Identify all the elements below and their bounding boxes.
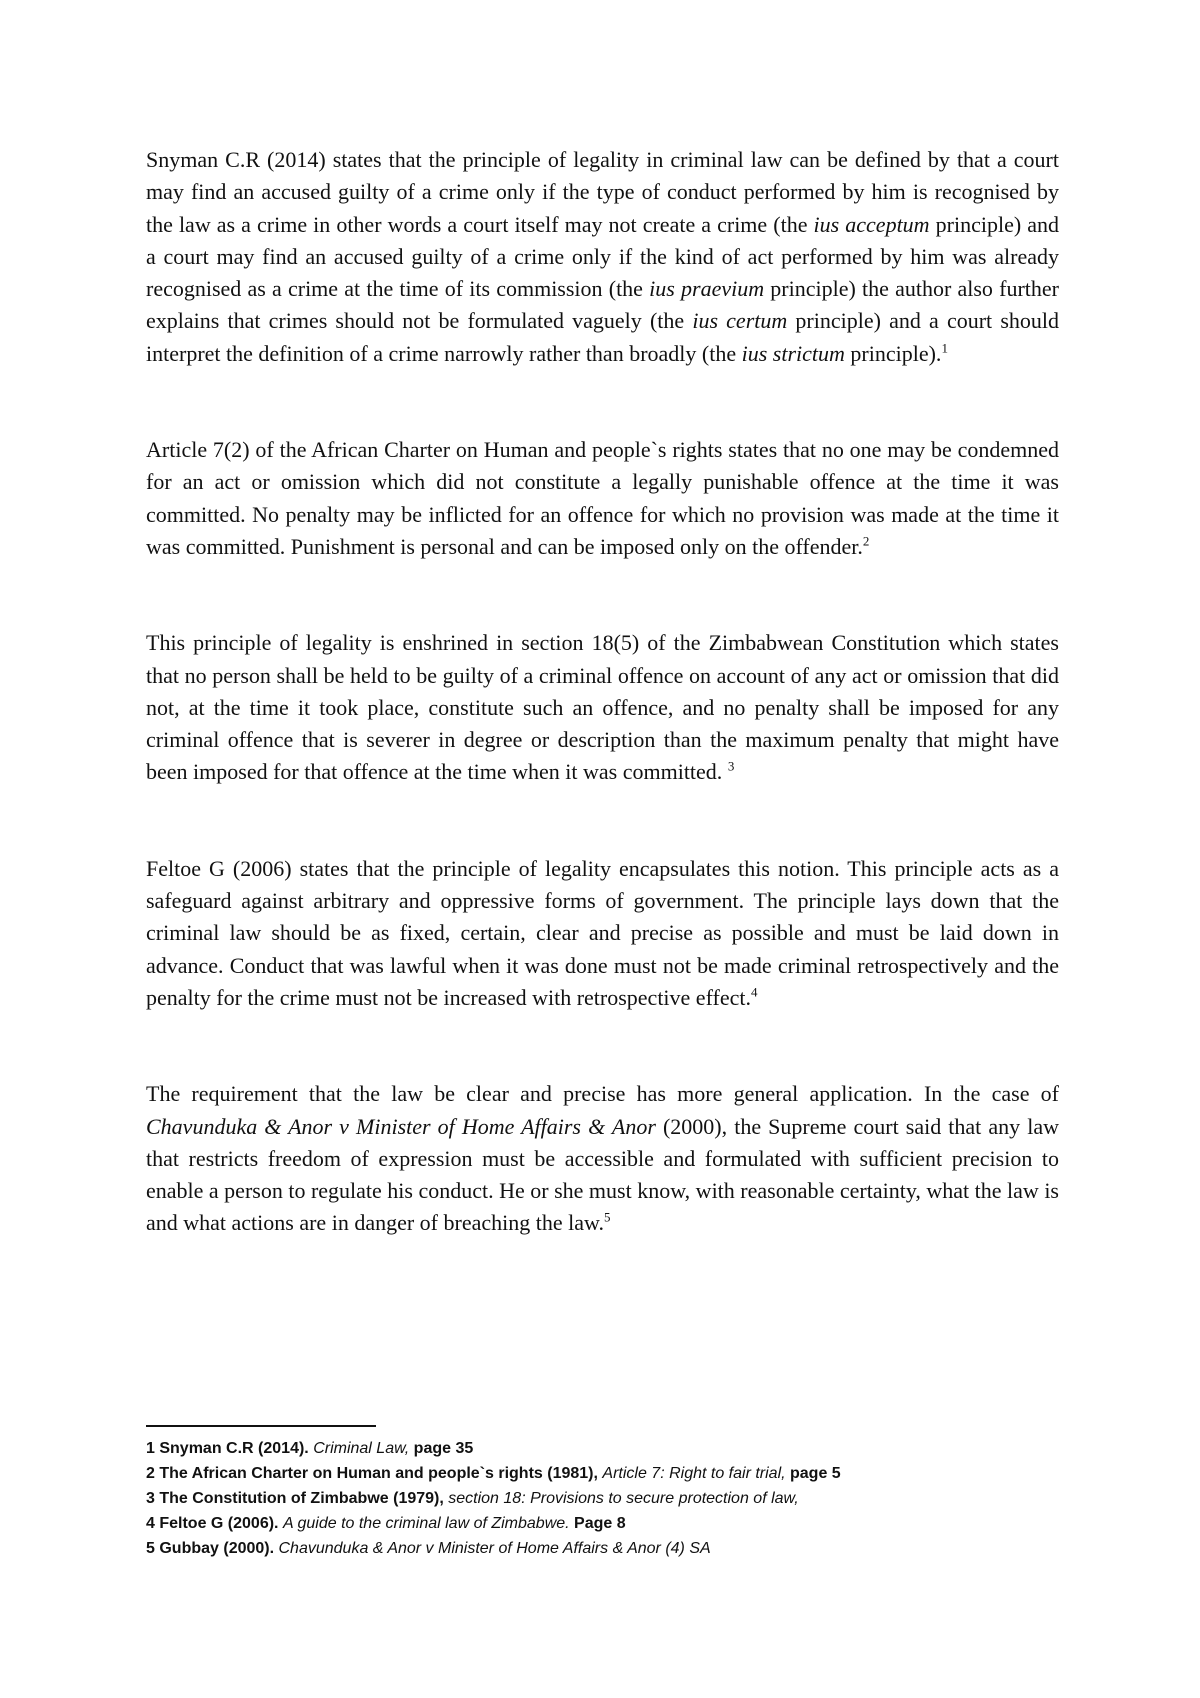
footnote-ref-3: 3 <box>727 759 735 775</box>
footnote-ref-2: 2 <box>862 533 870 549</box>
footnote-4: 4 Feltoe G (2006). A guide to the criminal law of Zimbabwe. Page 8 <box>146 1515 626 1532</box>
paragraph-african-charter: Article 7(2) of the African Charter on Human and people`s rights states that no one may be condemned for an act or omission which did not constitute a legally punishable offence at the time it was committed. No penalty may be inflicted for an offence for which no provision was made at the time it was committed. Punishment is personal and can be imposed only on the offender.$^2$ <box>146 437 1059 559</box>
paragraph-snyman: Snyman C.R (2014) states that the principle of legality in criminal law can be defined by that a court may find an accused guilty of a crime only if the type of conduct performed by him is recognised by the law as a crime in other words a court itself may not create a crime (the ius acceptum principle) and a court may find an accused guilty of a crime only if the kind of act performed by him was already recognised as a crime at the time of its commission (the ius praevium principle) the author also further explains that crimes should not be formulated vaguely (the ius certum principle) and a court should interpret the definition of a crime narrowly rather than broadly (the ius strictum principle).$^1$ <box>146 147 1059 366</box>
footnote-ref-5: 5 <box>603 1210 611 1226</box>
paragraph-feltoe: Feltoe G (2006) states that the principle of legality encapsulates this notion. This principle acts as a safeguard against arbitrary and oppressive forms of government. The principle lays down that the criminal law should be as fixed, certain, clear and precise as possible and must be laid down in advance. Conduct that was lawful when it was done must not be made criminal retrospectively and the penalty for the crime must not be increased with retrospective effect.$^4$ <box>146 855 1059 1010</box>
footnote-separator <box>146 1425 376 1427</box>
footnote-ref-4: 4 <box>750 984 758 1000</box>
footnote-3: 3 The Constitution of Zimbabwe (1979), section 18: Provisions to secure protection of law, <box>146 1490 799 1507</box>
footnote-5: 5 Gubbay (2000). Chavunduka & Anor v Minister of Home Affairs & Anor (4) SA <box>146 1540 711 1557</box>
footnote-2: 2 The African Charter on Human and people`s rights (1981), Article 7: Right to fair trial, page 5 <box>146 1465 841 1482</box>
footnote-ref-1: 1 <box>941 340 948 356</box>
footnote-1: 1 Snyman C.R (2014). Criminal Law, page 35 <box>146 1440 474 1457</box>
paragraph-chavunduka: The requirement that the law be clear and precise has more general application. In the case of Chavunduka & Anor v Minister of Home Affairs & Anor (2000), the Supreme court said that any law that restricts freedom of expression must be accessible and formulated with sufficient precision to enable a person to regulate his conduct. He or she must know, with reasonable certainty, what the law is and what actions are in danger of breaching the law.$^5$ <box>146 1081 1059 1236</box>
document-body <box>146 144 1059 1240</box>
footnotes <box>146 1436 1066 1561</box>
paragraph-zimbabwe-constitution: This principle of legality is enshrined in section 18(5) of the Zimbabwean Constitution which states that no person shall be held to be guilty of a criminal offence on account of any act or omission that did not, at the time it took place, constitute such an offence, and no penalty shall be imposed for any criminal offence that is severer in degree or description than the maximum penalty that might have been imposed for that offence at the time when it was committed. $^3$ <box>146 630 1059 785</box>
